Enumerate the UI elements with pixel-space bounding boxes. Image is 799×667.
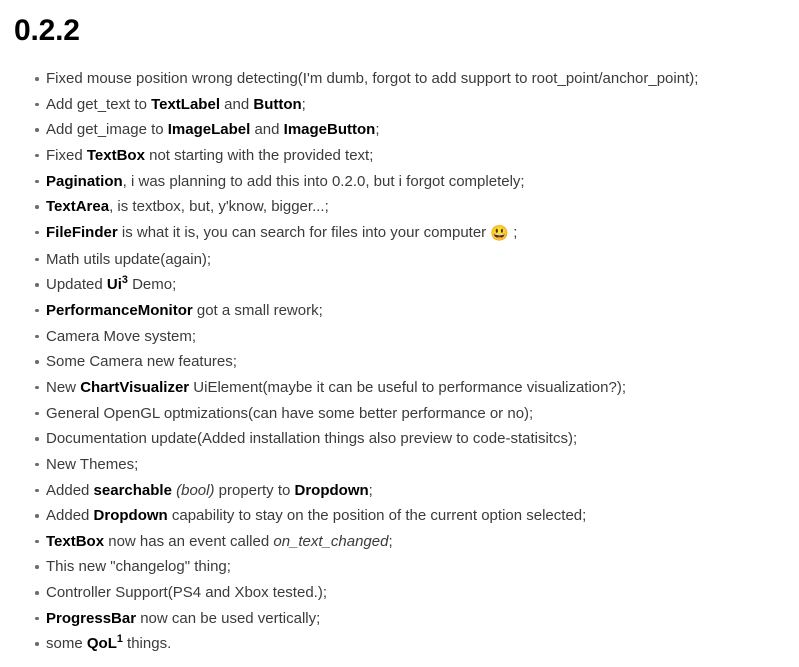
emphasis-text: Ui bbox=[106, 276, 122, 294]
item-text: Fixed mouse position wrong detecting(I'm dumb, forgot to add support to root_point/anchor_point); bbox=[46, 70, 699, 87]
item-text: Camera Move system; bbox=[46, 327, 197, 345]
emphasis-text: QoL bbox=[86, 635, 117, 653]
item-text: ; bbox=[301, 95, 306, 113]
item-text: Controller Support(PS4 and Xbox tested.); bbox=[46, 584, 327, 602]
changelog-item bbox=[0, 194, 799, 220]
changelog-item bbox=[0, 247, 799, 273]
changelog-item bbox=[0, 529, 799, 555]
item-text: and bbox=[250, 121, 284, 139]
item-text: got a small rework; bbox=[192, 301, 323, 319]
emphasis-text: TextLabel bbox=[151, 95, 220, 113]
item-text: capability to stay on the position of the current option selected; bbox=[167, 507, 587, 525]
item-text: Math utils update(again); bbox=[46, 250, 212, 268]
changelog-item bbox=[0, 452, 799, 478]
changelog-item bbox=[0, 117, 799, 143]
changelog-item bbox=[0, 298, 799, 324]
emphasis-text: TextBox bbox=[86, 146, 145, 164]
emphasis-text: TextBox bbox=[46, 532, 105, 550]
italic-text: on_text_changed bbox=[273, 532, 389, 550]
item-text: General OpenGL optmizations(can have some better performance or no); bbox=[46, 404, 534, 422]
item-text: Fixed bbox=[46, 146, 87, 164]
changelog-item bbox=[0, 580, 799, 606]
item-text: is what it is, you can search for files into your computer bbox=[117, 223, 491, 241]
item-text: New bbox=[46, 378, 81, 396]
changelog-item bbox=[0, 272, 799, 298]
emphasis-text: FileFinder bbox=[46, 223, 118, 241]
item-text: Added bbox=[46, 507, 94, 525]
emphasis-text: ImageLabel bbox=[167, 121, 251, 139]
item-text: now has an event called bbox=[104, 532, 274, 550]
superscript-marker: 3 bbox=[121, 274, 128, 287]
changelog-item bbox=[0, 375, 799, 401]
item-text: , is textbox, but, y'know, bigger...; bbox=[109, 198, 329, 216]
emphasis-text: Dropdown bbox=[294, 481, 369, 499]
changelog-item bbox=[0, 478, 799, 504]
item-text: ; bbox=[375, 121, 380, 139]
changelog-item bbox=[0, 401, 799, 427]
item-text: property to bbox=[214, 481, 295, 499]
emphasis-text: Dropdown bbox=[93, 507, 168, 525]
item-text: ; bbox=[509, 223, 518, 241]
changelog-item bbox=[0, 143, 799, 169]
italic-text: (bool) bbox=[176, 481, 215, 499]
item-text: some bbox=[46, 635, 87, 653]
grinning-face-emoji: 😃 bbox=[490, 224, 510, 242]
changelog-item bbox=[0, 554, 799, 580]
changelog-item bbox=[0, 169, 799, 195]
emphasis-text: ProgressBar bbox=[46, 609, 137, 627]
changelog-item bbox=[0, 324, 799, 350]
emphasis-text: PerformanceMonitor bbox=[46, 301, 193, 319]
item-text: , i was planning to add this into 0.2.0, but i forgot completely; bbox=[122, 172, 525, 190]
item-text: Some Camera new features; bbox=[46, 353, 237, 371]
item-text: Add get_image to bbox=[46, 121, 168, 139]
item-text: New Themes; bbox=[46, 455, 139, 473]
item-text: Added bbox=[46, 481, 94, 499]
emphasis-text: searchable bbox=[93, 481, 172, 499]
item-text: ; bbox=[368, 481, 373, 499]
item-text: now can be used vertically; bbox=[136, 609, 321, 627]
changelog-item bbox=[0, 631, 799, 657]
item-text: not starting with the provided text; bbox=[144, 146, 374, 164]
changelog-item bbox=[0, 66, 799, 92]
item-text: and bbox=[219, 95, 254, 113]
item-text: UiElement(maybe it can be useful to performance visualization?); bbox=[189, 378, 626, 396]
changelog-item bbox=[0, 92, 799, 118]
item-text: Demo; bbox=[127, 276, 177, 294]
changelog-list bbox=[0, 66, 799, 657]
item-text: This new "changelog" thing; bbox=[46, 558, 231, 576]
item-text: Add get_text to bbox=[46, 95, 152, 113]
emphasis-text: TextArea bbox=[46, 198, 110, 216]
emphasis-text: ImageButton bbox=[283, 121, 376, 139]
emphasis-text: ChartVisualizer bbox=[80, 378, 190, 396]
page-title: 0.2.2 bbox=[14, 14, 80, 47]
item-text: things. bbox=[122, 635, 172, 653]
emphasis-text: Pagination bbox=[46, 172, 123, 190]
changelog-item bbox=[0, 606, 799, 632]
changelog-item bbox=[0, 349, 799, 375]
emphasis-text: Button bbox=[253, 95, 302, 113]
changelog-item bbox=[0, 503, 799, 529]
changelog-item bbox=[0, 426, 799, 452]
item-text: ; bbox=[388, 532, 393, 550]
superscript-marker: 1 bbox=[116, 633, 123, 646]
changelog-item bbox=[0, 220, 799, 247]
item-text: Documentation update(Added installation things also preview to code-statisitcs); bbox=[46, 430, 578, 448]
item-text: Updated bbox=[46, 276, 107, 294]
